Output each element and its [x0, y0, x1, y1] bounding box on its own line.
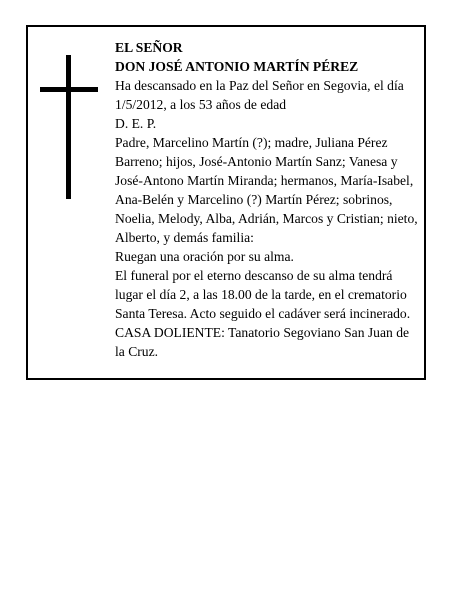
death-statement: Ha descansado en la Paz del Señor en Segovia, el día 1/5/2012, a los 53 años de edad [115, 78, 404, 112]
cross-vertical-bar [66, 55, 71, 199]
deceased-name: DON JOSÉ ANTONIO MARTÍN PÉREZ [115, 59, 359, 74]
notice-text [115, 38, 421, 361]
dep-line: D. E. P. [115, 116, 157, 131]
funeral-details: El funeral por el eterno descanso de su alma tendrá lugar el día 2, a las 18.00 de la tarde, en el crematorio Santa Teresa. Acto seguido el cadáver será incinerado. [115, 268, 411, 321]
family-list: Padre, Marcelino Martín (?); madre, Juliana Pérez Barreno; hijos, José-Antonio Martín Sanz; Vanesa y José-Antono Martín Miranda; hermanos, María-Isabel, Ana-Belén y Marcelino (?) Martín Pérez; sobrinos, Noelia, Melody, Alba, Adrián, Marcos y Cristian; nieto, Alberto, y demás familia: [115, 135, 418, 245]
obituary-notice [26, 25, 426, 380]
latin-cross-icon [40, 55, 98, 199]
title-line-1: EL SEÑOR [115, 40, 183, 55]
casa-doliente: CASA DOLIENTE: Tanatorio Segoviano San Juan de la Cruz. [115, 325, 410, 359]
prayer-request: Ruegan una oración por su alma. [115, 249, 294, 264]
cross-horizontal-bar [40, 87, 98, 92]
